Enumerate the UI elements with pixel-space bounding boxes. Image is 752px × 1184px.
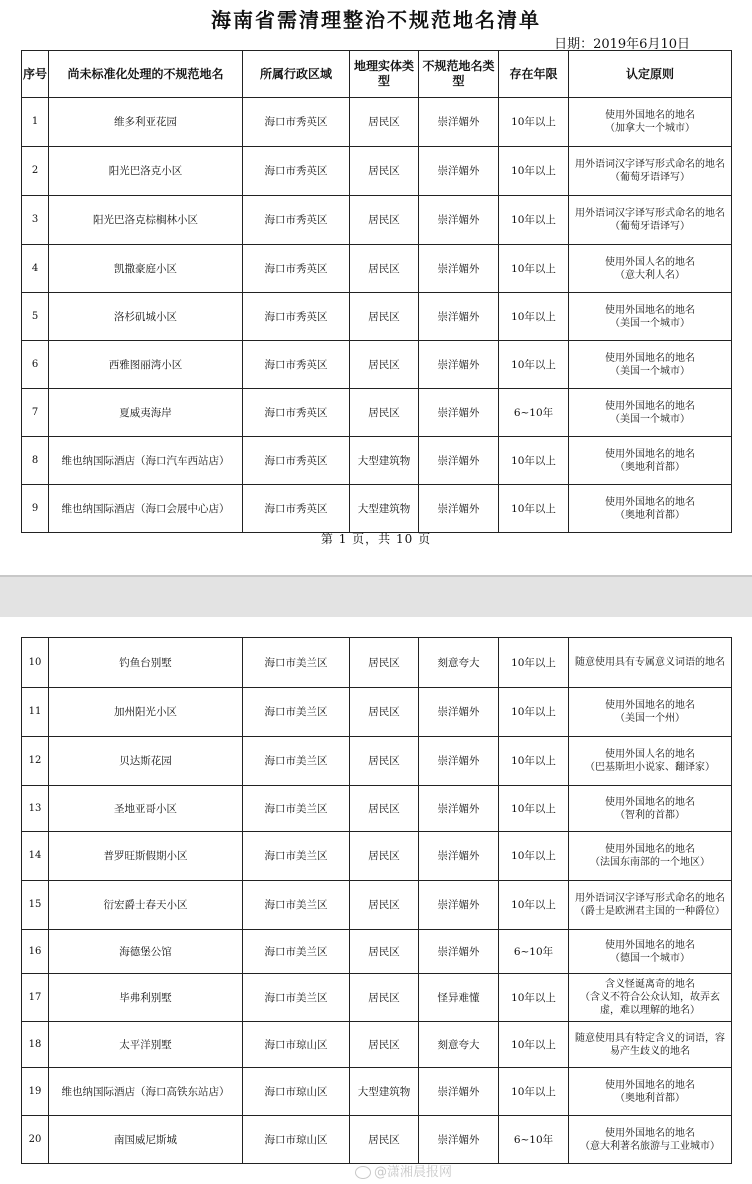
- region-cell: 海口市秀英区: [243, 389, 350, 437]
- entity-type-cell: 居民区: [350, 974, 419, 1022]
- basis-line: （加拿大一个城市）: [605, 123, 695, 134]
- row-number-cell: 11: [22, 688, 49, 737]
- issue-type-cell: 怪异难懂: [419, 974, 499, 1022]
- table-row: [22, 341, 732, 389]
- basis-cell: [569, 437, 732, 485]
- basis-cell: [569, 389, 732, 437]
- place-name-cell: 维也纳国际酒店（海口高铁东站店）: [49, 1068, 243, 1116]
- row-number-cell: 12: [22, 737, 49, 786]
- basis-cell: [569, 786, 732, 832]
- issue-type-cell: 崇洋媚外: [419, 485, 499, 533]
- table-row: [22, 147, 732, 196]
- issue-type-cell: 刻意夸大: [419, 638, 499, 688]
- place-name-cell: 圣地亚哥小区: [49, 786, 243, 832]
- basis-line: 用外语词汉字译写形式命名的地名: [575, 208, 725, 219]
- row-number-cell: 13: [22, 786, 49, 832]
- header-cell: 存在年限: [499, 51, 569, 98]
- table-row: [22, 786, 732, 832]
- table-row: [22, 1116, 732, 1164]
- basis-line: 用外语词汉字译写形式命名的地名: [575, 893, 725, 904]
- issue-type-cell: 刻意夸大: [419, 1022, 499, 1068]
- header-cell: 地理实体类型: [350, 51, 419, 98]
- row-number-cell: 18: [22, 1022, 49, 1068]
- basis-line: 随意使用具有特定含义的词语，容: [575, 1032, 725, 1044]
- issue-type-cell: 崇洋媚外: [419, 437, 499, 485]
- row-number-cell: 2: [22, 147, 49, 196]
- issue-type-cell: 崇洋媚外: [419, 737, 499, 786]
- row-number-cell: 17: [22, 974, 49, 1022]
- table-row: [22, 638, 732, 688]
- row-number-cell: 8: [22, 437, 49, 485]
- table-row: [22, 1022, 732, 1068]
- table-row: [22, 98, 732, 147]
- region-cell: 海口市琼山区: [243, 1022, 350, 1068]
- place-name-cell: 加州阳光小区: [49, 688, 243, 737]
- place-name-cell: 夏威夷海岸: [49, 389, 243, 437]
- table-body-page-2: [22, 638, 732, 1164]
- years-cell: 10年以上: [499, 485, 569, 533]
- basis-line: 使用外国地名的地名: [605, 448, 695, 460]
- basis-line: （德国一个城市）: [610, 952, 690, 964]
- place-name-cell: 阳光巴洛克小区: [49, 147, 243, 196]
- place-name-cell: 衍宏爵士春天小区: [49, 881, 243, 930]
- basis-line: 含义怪诞离奇的地名: [605, 979, 695, 990]
- issue-type-cell: 崇洋媚外: [419, 293, 499, 341]
- entity-type-cell: 居民区: [350, 930, 419, 974]
- issue-type-cell: 崇洋媚外: [419, 881, 499, 930]
- basis-line: （美国一个城市）: [610, 413, 690, 425]
- entity-type-cell: 居民区: [350, 1116, 419, 1164]
- issue-type-cell: 崇洋媚外: [419, 1116, 499, 1164]
- years-cell: 10年以上: [499, 737, 569, 786]
- region-cell: 海口市美兰区: [243, 930, 350, 974]
- table-row: [22, 196, 732, 245]
- region-cell: 海口市秀英区: [243, 196, 350, 245]
- issue-type-cell: 崇洋媚外: [419, 341, 499, 389]
- years-cell: 10年以上: [499, 437, 569, 485]
- basis-line: 使用外国地名的地名: [605, 400, 695, 412]
- years-cell: 10年以上: [499, 881, 569, 930]
- place-name-cell: 贝达斯花园: [49, 737, 243, 786]
- table-header-row: [22, 51, 732, 98]
- entity-type-cell: 居民区: [350, 98, 419, 147]
- place-name-cell: 南国威尼斯城: [49, 1116, 243, 1164]
- basis-line: （葡萄牙语译写）: [610, 221, 690, 232]
- basis-line: 使用外国地名的地名: [605, 796, 695, 808]
- basis-cell: [569, 245, 732, 293]
- page-indicator: 第 1 页，共 10 页: [320, 532, 432, 546]
- header-cell: 序号: [22, 51, 49, 98]
- place-name-cell: 维也纳国际酒店（海口会展中心店）: [49, 485, 243, 533]
- years-cell: 6~10年: [499, 930, 569, 974]
- years-cell: 10年以上: [499, 98, 569, 147]
- entity-type-cell: 居民区: [350, 196, 419, 245]
- years-cell: 10年以上: [499, 974, 569, 1022]
- region-cell: 海口市美兰区: [243, 786, 350, 832]
- weibo-icon: [355, 1166, 371, 1179]
- region-cell: 海口市秀英区: [243, 245, 350, 293]
- basis-cell: [569, 293, 732, 341]
- basis-cell: [569, 147, 732, 196]
- basis-cell: [569, 688, 732, 737]
- place-name-cell: 维多利亚花园: [49, 98, 243, 147]
- basis-line: 使用外国人名的地名: [605, 749, 695, 760]
- basis-cell: [569, 930, 732, 974]
- basis-line: （奥地利首都）: [615, 1092, 685, 1104]
- table-row: [22, 930, 732, 974]
- table-body-page-1: [22, 98, 732, 533]
- issue-type-cell: 崇洋媚外: [419, 832, 499, 881]
- entity-type-cell: 居民区: [350, 638, 419, 688]
- basis-line: （奥地利首都）: [615, 461, 685, 473]
- years-cell: 10年以上: [499, 1068, 569, 1116]
- page-separator: [0, 575, 752, 617]
- issue-type-cell: 崇洋媚外: [419, 1068, 499, 1116]
- years-cell: 10年以上: [499, 786, 569, 832]
- document-page-1: [0, 0, 752, 575]
- years-cell: 6~10年: [499, 389, 569, 437]
- years-cell: 10年以上: [499, 832, 569, 881]
- header-cell: 认定原则: [569, 51, 732, 98]
- row-number-cell: 16: [22, 930, 49, 974]
- place-name-cell: 西雅图丽湾小区: [49, 341, 243, 389]
- header-cell: 尚未标准化处理的不规范地名: [49, 51, 243, 98]
- row-number-cell: 3: [22, 196, 49, 245]
- years-cell: 6~10年: [499, 1116, 569, 1164]
- table-row: [22, 1068, 732, 1116]
- document-title: 海南省需清理整治不规范地名清单: [211, 8, 541, 32]
- entity-type-cell: 居民区: [350, 389, 419, 437]
- row-number-cell: 20: [22, 1116, 49, 1164]
- basis-line: 使用外国地名的地名: [605, 352, 695, 364]
- table-row: [22, 974, 732, 1022]
- row-number-cell: 19: [22, 1068, 49, 1116]
- region-cell: 海口市美兰区: [243, 688, 350, 737]
- place-name-table-page-2: [21, 637, 732, 1164]
- entity-type-cell: 居民区: [350, 245, 419, 293]
- basis-line: （爵士是欧洲君主国的一种爵位）: [575, 906, 725, 917]
- issue-type-cell: 崇洋媚外: [419, 930, 499, 974]
- region-cell: 海口市美兰区: [243, 737, 350, 786]
- basis-line: 用外语词汉字译写形式命名的地名: [575, 159, 725, 170]
- years-cell: 10年以上: [499, 196, 569, 245]
- basis-cell: [569, 1116, 732, 1164]
- entity-type-cell: 居民区: [350, 688, 419, 737]
- entity-type-cell: 居民区: [350, 832, 419, 881]
- row-number-cell: 14: [22, 832, 49, 881]
- basis-line: （法国东南部的一个地区）: [590, 857, 710, 868]
- place-name-cell: 毕弗利别墅: [49, 974, 243, 1022]
- row-number-cell: 6: [22, 341, 49, 389]
- basis-line: 随意使用具有专属意义词语的地名: [575, 657, 725, 668]
- region-cell: 海口市秀英区: [243, 485, 350, 533]
- basis-line: 使用外国地名的地名: [605, 700, 695, 711]
- basis-line: （智利的首都）: [615, 809, 685, 821]
- years-cell: 10年以上: [499, 245, 569, 293]
- entity-type-cell: 居民区: [350, 147, 419, 196]
- years-cell: 10年以上: [499, 147, 569, 196]
- region-cell: 海口市美兰区: [243, 974, 350, 1022]
- basis-line: 使用外国地名的地名: [605, 304, 695, 316]
- table-row: [22, 437, 732, 485]
- years-cell: 10年以上: [499, 341, 569, 389]
- place-name-cell: 洛杉矶城小区: [49, 293, 243, 341]
- years-cell: 10年以上: [499, 638, 569, 688]
- basis-cell: [569, 196, 732, 245]
- basis-line: （奥地利首都）: [615, 509, 685, 521]
- place-name-cell: 凯撒豪庭小区: [49, 245, 243, 293]
- document-page-2: [0, 617, 752, 1184]
- years-cell: 10年以上: [499, 688, 569, 737]
- watermark-text: @潇湘晨报网: [373, 1165, 452, 1180]
- table-row: [22, 737, 732, 786]
- basis-cell: [569, 1022, 732, 1068]
- region-cell: 海口市琼山区: [243, 1116, 350, 1164]
- place-name-cell: 海德堡公馆: [49, 930, 243, 974]
- basis-cell: [569, 974, 732, 1022]
- region-cell: 海口市秀英区: [243, 341, 350, 389]
- table-row: [22, 688, 732, 737]
- basis-cell: [569, 485, 732, 533]
- document-date: 日期：2019年6月10日: [554, 37, 690, 52]
- row-number-cell: 9: [22, 485, 49, 533]
- basis-cell: [569, 1068, 732, 1116]
- basis-line: （含义不符合公众认知，故弄玄: [580, 992, 720, 1003]
- basis-line: 虚，难以理解的地名）: [600, 1005, 700, 1016]
- entity-type-cell: 居民区: [350, 881, 419, 930]
- table-row: [22, 389, 732, 437]
- region-cell: 海口市秀英区: [243, 293, 350, 341]
- region-cell: 海口市秀英区: [243, 147, 350, 196]
- region-cell: 海口市琼山区: [243, 1068, 350, 1116]
- basis-line: 易产生歧义的地名: [610, 1045, 690, 1057]
- basis-cell: [569, 881, 732, 930]
- basis-line: 使用外国地名的地名: [605, 496, 695, 508]
- entity-type-cell: 居民区: [350, 293, 419, 341]
- basis-line: （意大利著名旅游与工业城市）: [580, 1140, 720, 1152]
- basis-line: 使用外国地名的地名: [605, 1079, 695, 1091]
- basis-cell: [569, 638, 732, 688]
- place-name-cell: 普罗旺斯假期小区: [49, 832, 243, 881]
- entity-type-cell: 居民区: [350, 1022, 419, 1068]
- basis-line: 使用外国地名的地名: [605, 1127, 695, 1139]
- place-name-cell: 钓鱼台别墅: [49, 638, 243, 688]
- region-cell: 海口市美兰区: [243, 832, 350, 881]
- basis-line: （意大利人名）: [615, 269, 685, 281]
- basis-cell: [569, 341, 732, 389]
- row-number-cell: 10: [22, 638, 49, 688]
- region-cell: 海口市美兰区: [243, 881, 350, 930]
- basis-cell: [569, 737, 732, 786]
- row-number-cell: 7: [22, 389, 49, 437]
- issue-type-cell: 崇洋媚外: [419, 389, 499, 437]
- entity-type-cell: 居民区: [350, 737, 419, 786]
- basis-line: 使用外国地名的地名: [605, 939, 695, 951]
- region-cell: 海口市秀英区: [243, 98, 350, 147]
- row-number-cell: 15: [22, 881, 49, 930]
- basis-line: 使用外国地名的地名: [605, 844, 695, 855]
- place-name-cell: 太平洋别墅: [49, 1022, 243, 1068]
- entity-type-cell: 大型建筑物: [350, 437, 419, 485]
- entity-type-cell: 居民区: [350, 341, 419, 389]
- basis-line: （美国一个城市）: [610, 317, 690, 329]
- issue-type-cell: 崇洋媚外: [419, 196, 499, 245]
- years-cell: 10年以上: [499, 1022, 569, 1068]
- entity-type-cell: 居民区: [350, 786, 419, 832]
- table-row: [22, 881, 732, 930]
- region-cell: 海口市美兰区: [243, 638, 350, 688]
- issue-type-cell: 崇洋媚外: [419, 245, 499, 293]
- basis-line: （美国一个州）: [615, 713, 685, 724]
- table-row: [22, 485, 732, 533]
- watermark: [355, 1161, 452, 1180]
- years-cell: 10年以上: [499, 293, 569, 341]
- basis-cell: [569, 832, 732, 881]
- row-number-cell: 4: [22, 245, 49, 293]
- place-name-cell: 维也纳国际酒店（海口汽车西站店）: [49, 437, 243, 485]
- issue-type-cell: 崇洋媚外: [419, 688, 499, 737]
- row-number-cell: 5: [22, 293, 49, 341]
- basis-line: 使用外国地名的地名: [605, 110, 695, 121]
- place-name-table-page-1: [21, 50, 732, 533]
- entity-type-cell: 大型建筑物: [350, 485, 419, 533]
- basis-line: （葡萄牙语译写）: [610, 172, 690, 183]
- basis-cell: [569, 98, 732, 147]
- entity-type-cell: 大型建筑物: [350, 1068, 419, 1116]
- row-number-cell: 1: [22, 98, 49, 147]
- table-row: [22, 832, 732, 881]
- issue-type-cell: 崇洋媚外: [419, 786, 499, 832]
- basis-line: 使用外国人名的地名: [605, 256, 695, 268]
- place-name-cell: 阳光巴洛克棕榈林小区: [49, 196, 243, 245]
- issue-type-cell: 崇洋媚外: [419, 98, 499, 147]
- issue-type-cell: 崇洋媚外: [419, 147, 499, 196]
- region-cell: 海口市秀英区: [243, 437, 350, 485]
- header-cell: 所属行政区域: [243, 51, 350, 98]
- basis-line: （美国一个城市）: [610, 365, 690, 377]
- table-row: [22, 245, 732, 293]
- basis-line: （巴基斯坦小说家、翻译家）: [585, 762, 715, 773]
- table-row: [22, 293, 732, 341]
- header-cell: 不规范地名类型: [419, 51, 499, 98]
